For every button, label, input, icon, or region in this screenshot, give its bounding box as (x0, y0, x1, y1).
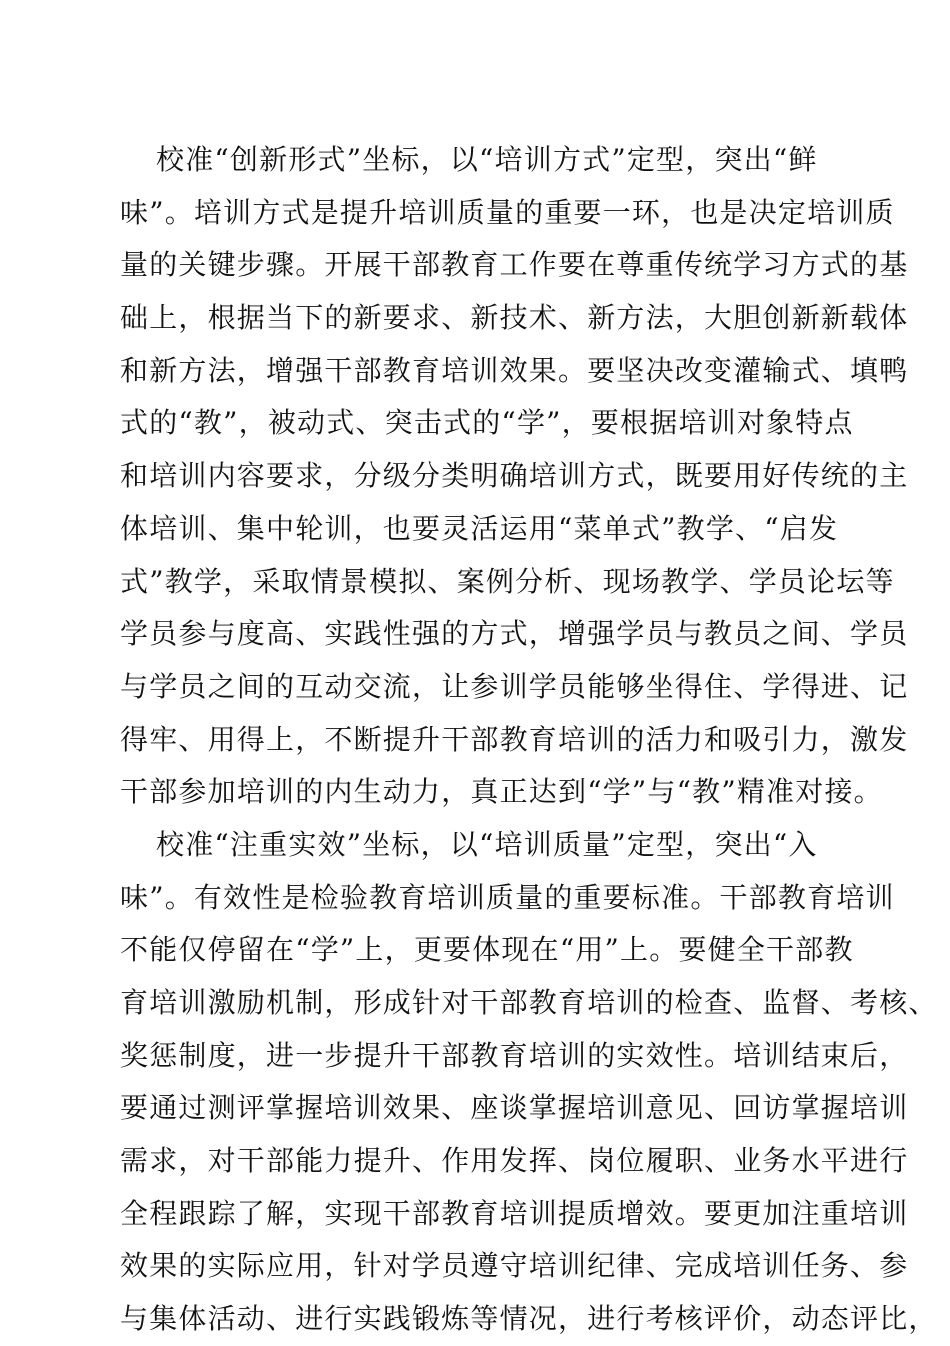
paragraph-line: 需求，对干部能力提升、作用发挥、岗位履职、业务水平进行 (120, 1144, 909, 1178)
paragraph-line: 体培训、集中轮训，也要灵活运用“菜单式”教学、“启发 (120, 511, 839, 545)
paragraph-line: 味”。培训方式是提升培训质量的重要一环，也是决定培训质 (120, 195, 895, 229)
paragraph-line: 不能仅停留在“学”上，更要体现在“用”上。要健全干部教 (120, 933, 854, 967)
paragraph-line: 得牢、用得上，不断提升干部教育培训的活力和吸引力，激发 (120, 722, 909, 756)
paragraph-line: 校准“创新形式”坐标，以“培训方式”定型，突出“鲜 (156, 143, 818, 176)
paragraph-line: 量的关键步骤。开展干部教育工作要在尊重传统学习方式的基 (120, 248, 909, 282)
paragraph-line: 学员参与度高、实践性强的方式，增强学员与教员之间、学员 (120, 617, 909, 651)
paragraph-line: 味”。有效性是检验教育培训质量的重要标准。干部教育培训 (120, 880, 895, 914)
paragraph-line: 与学员之间的互动交流，让参训学员能够坐得住、学得进、记 (120, 669, 909, 703)
paragraph-line: 和培训内容要求，分级分类明确培训方式，既要用好传统的主 (120, 459, 909, 493)
paragraph-practical-results (120, 819, 938, 1346)
paragraph-line: 与集体活动、进行实践锻炼等情况，进行考核评价，动态评比， (120, 1302, 938, 1336)
paragraph-line: 要通过测评掌握培训效果、座谈掌握培训意见、回访掌握培训 (120, 1091, 909, 1125)
paragraph-innovation-form (120, 134, 909, 819)
paragraph-line: 奖惩制度，进一步提升干部教育培训的实效性。培训结束后， (120, 1038, 909, 1072)
paragraph-line: 和新方法，增强干部教育培训效果。要坚决改变灌输式、填鸭 (120, 353, 909, 387)
paragraph-line: 础上，根据当下的新要求、新技术、新方法，大胆创新新载体 (120, 301, 909, 335)
paragraph-line: 校准“注重实效”坐标，以“培训质量”定型，突出“入 (156, 827, 818, 861)
paragraph-line: 式”教学，采取情景模拟、案例分析、现场教学、学员论坛等 (120, 564, 895, 598)
document-body (120, 134, 938, 1346)
paragraph-line: 干部参加培训的内生动力，真正达到“学”与“教”精准对接。 (120, 775, 883, 809)
paragraph-line: 全程跟踪了解，实现干部教育培训提质增效。要更加注重培训 (120, 1196, 909, 1230)
paragraph-line: 育培训激励机制，形成针对干部教育培训的检查、监督、考核、 (120, 986, 938, 1019)
paragraph-line: 式的“教”，被动式、突击式的“学”，要根据培训对象特点 (120, 406, 854, 440)
paragraph-line: 效果的实际应用，针对学员遵守培训纪律、完成培训任务、参 (120, 1249, 909, 1283)
